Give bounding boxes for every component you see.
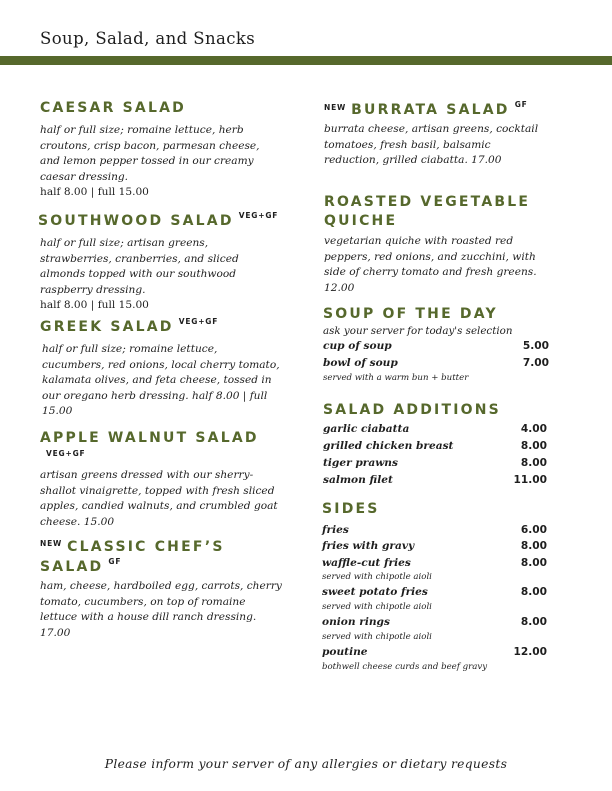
menu-item-greek-salad xyxy=(40,316,280,420)
section-heading: SOUP OF THE DAY xyxy=(323,306,498,322)
new-tag: NEW xyxy=(40,539,63,548)
item-name: waffle-cut fries xyxy=(322,557,411,569)
item-price: 8.00 xyxy=(520,540,547,552)
item-price: 6.00 xyxy=(520,524,547,536)
section-heading: SALAD ADDITIONS xyxy=(323,402,501,418)
item-name: sweet potato fries xyxy=(322,586,428,598)
menu-row xyxy=(322,646,547,662)
item-price: 11.00 xyxy=(513,474,547,486)
item-note: served with a warm bun + butter xyxy=(323,373,469,383)
section-heading: SIDES xyxy=(322,501,380,517)
item-note: bothwell cheese curds and beef gravy xyxy=(322,662,488,672)
item-price: half 8.00 | full 15.00 xyxy=(40,186,149,198)
item-heading-row xyxy=(324,99,554,120)
sides-section xyxy=(322,500,547,672)
header-band xyxy=(0,56,612,65)
item-price: 12.00 xyxy=(513,646,547,658)
menu-item-roasted-vegetable-quiche xyxy=(324,193,554,296)
menu-row xyxy=(323,357,549,373)
menu-row xyxy=(323,340,549,357)
item-heading: SOUTHWOOD SALAD xyxy=(38,213,234,229)
section-subtitle: ask your server for today's selection xyxy=(323,325,513,337)
item-price: half 8.00 | full 15.00 xyxy=(40,299,149,311)
menu-row xyxy=(323,423,547,440)
menu-row xyxy=(323,440,547,457)
item-price: 5.00 xyxy=(522,340,549,352)
dietary-tag: VEG+GF xyxy=(46,449,86,458)
item-name: fries with gravy xyxy=(322,540,415,552)
menu-row xyxy=(322,540,547,557)
allergy-notice: Please inform your server of any allergies or dietary requests xyxy=(104,757,508,771)
menu-row xyxy=(322,616,547,632)
menu-item-apple-walnut-salad xyxy=(40,427,300,530)
item-price: 8.00 xyxy=(520,457,547,469)
item-note: served with chipotle aioli xyxy=(322,632,432,642)
item-heading-row xyxy=(40,537,260,577)
dietary-tag: VEG+GF xyxy=(238,211,279,220)
item-price: 8.00 xyxy=(520,440,547,452)
menu-row xyxy=(322,524,547,540)
menu-row xyxy=(322,586,547,602)
item-description: half or full size; romaine lettuce, cucumbers, red onions, local cherry tomato, kalamata olives, and feta cheese, tossed in our oregano herb dressing. half 8.00 | full 15.00 xyxy=(42,343,280,417)
description-text: half or full size; artisan greens, strawberries, cranberries, and sliced almonds topped with our southwood raspberry dressing. xyxy=(40,237,239,296)
item-name: onion rings xyxy=(322,616,390,628)
item-price: 8.00 xyxy=(520,616,547,628)
item-heading-row xyxy=(40,427,300,467)
soup-of-the-day-section xyxy=(323,305,549,383)
item-heading: GREEK SALAD xyxy=(40,319,174,335)
item-price: 8.00 xyxy=(520,557,547,569)
menu-item-caesar-salad xyxy=(40,99,280,201)
menu-item-southwood-salad xyxy=(38,210,283,314)
item-price: 7.00 xyxy=(522,357,549,369)
dietary-tag: GF xyxy=(514,100,528,109)
menu-row xyxy=(323,457,547,474)
item-name: cup of soup xyxy=(323,340,392,352)
item-heading-row xyxy=(38,210,283,231)
item-price: 4.00 xyxy=(520,423,547,435)
item-price: 8.00 xyxy=(520,586,547,598)
item-description xyxy=(40,236,283,314)
dietary-tag: VEG+GF xyxy=(178,317,219,326)
item-heading: ROASTED VEGETABLE QUICHE xyxy=(324,194,531,229)
item-name: poutine xyxy=(322,646,368,658)
salad-additions-section xyxy=(323,401,547,491)
menu-item-classic-chefs-salad xyxy=(40,537,290,641)
description-text: half or full size; romaine lettuce, herb croutons, crisp bacon, parmesan cheese, and lemon pepper tossed in our creamy caesar dressing. xyxy=(40,124,260,183)
item-note: served with chipotle aioli xyxy=(322,602,432,612)
menu-row xyxy=(323,474,547,491)
page-title: Soup, Salad, and Snacks xyxy=(40,29,256,48)
item-note: served with chipotle aioli xyxy=(322,572,432,582)
item-name: grilled chicken breast xyxy=(323,440,454,452)
item-description: artisan greens dressed with our sherry-shallot vinaigrette, topped with fresh sliced apples, candied walnuts, and crumbled goat cheese. 15.00 xyxy=(40,469,278,528)
item-description: vegetarian quiche with roasted red peppers, red onions, and zucchini, with side of cherry tomato and fresh greens. 12.00 xyxy=(324,235,537,294)
item-heading: CLASSIC CHEF’S SALAD xyxy=(40,539,225,575)
menu-item-burrata-salad xyxy=(324,99,554,169)
item-name: salmon filet xyxy=(323,474,393,486)
item-heading: BURRATA SALAD xyxy=(351,102,510,118)
item-name: fries xyxy=(322,524,349,536)
item-description: ham, cheese, hardboiled egg, carrots, cherry tomato, cucumbers, on top of romaine lettuce with a house dill ranch dressing. 17.00 xyxy=(40,580,282,639)
item-description: burrata cheese, artisan greens, cocktail tomatoes, fresh basil, balsamic reduction, grilled ciabatta. 17.00 xyxy=(324,123,539,166)
item-name: tiger prawns xyxy=(323,457,398,469)
dietary-tag: GF xyxy=(108,557,122,566)
item-heading-row xyxy=(40,316,280,337)
new-tag: NEW xyxy=(324,103,347,112)
item-name: bowl of soup xyxy=(323,357,398,369)
item-heading: CAESAR SALAD xyxy=(40,100,186,116)
item-name: garlic ciabatta xyxy=(323,423,410,435)
item-description xyxy=(40,123,280,201)
item-heading: APPLE WALNUT SALAD xyxy=(40,430,259,446)
menu-row xyxy=(322,557,547,572)
